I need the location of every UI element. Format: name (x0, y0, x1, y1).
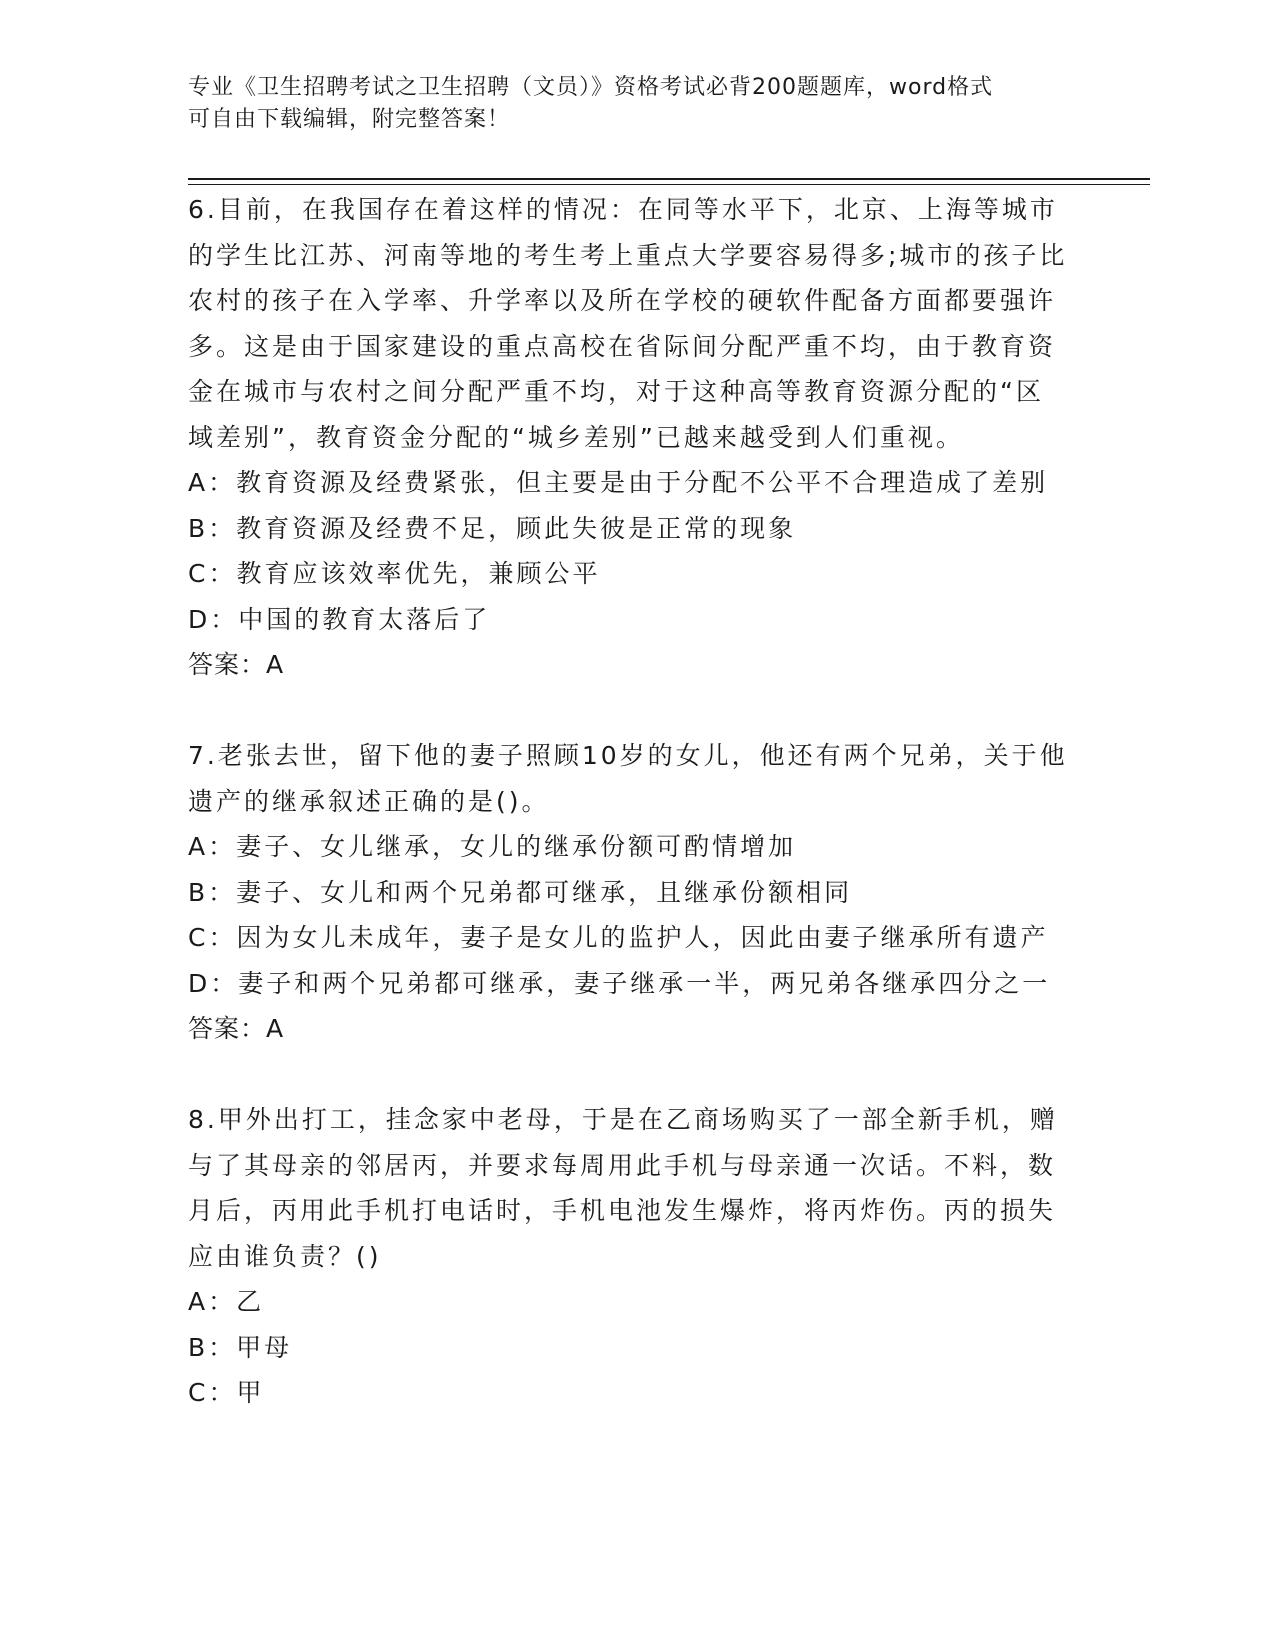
option-d: D：中国的教育太落后了 (188, 604, 491, 634)
question-stem: 8.甲外出打工，挂念家中老母，于是在乙商场购买了一部全新手机，赠与了其母亲的邻居丙，并要求每周用此手机与母亲通一次话。不料，数月后，丙用此手机打电话时，手机电池发生爆炸，将丙炸伤。丙的损失应由谁负责？() (188, 1105, 1058, 1271)
answer-line: 答案：A (188, 1014, 285, 1043)
option-a: A：教育资源及经费紧张，但主要是由于分配不公平不合理造成了差别 (188, 468, 1049, 497)
option-c: C：教育应该效率优先，兼顾公平 (188, 559, 601, 588)
question-stem: 7.老张去世，留下他的妻子照顾10岁的女儿，他还有两个兄弟，关于他遗产的继承叙述正确的是()。 (188, 741, 1068, 816)
header-divider-thin (188, 184, 1150, 185)
answer-line: 答案：A (188, 650, 285, 679)
question-item (188, 1097, 1068, 1416)
option-c: C：甲 (188, 1378, 265, 1407)
document-header (188, 72, 1068, 136)
option-d: D：妻子和两个兄弟都可继承，妻子继承一半，两兄弟各继承四分之一 (188, 968, 1051, 998)
option-b: B：甲母 (188, 1332, 293, 1362)
question-list (188, 187, 1068, 1416)
header-divider-thick (188, 178, 1150, 180)
question-stem: 6.目前，在我国存在着这样的情况：在同等水平下，北京、上海等城市的学生比江苏、河南等地的考生考上重点大学要容易得多;城市的孩子比农村的孩子在入学率、升学率以及所在学校的硬软件配备方面都要强许多。这是由于国家建设的重点高校在省际间分配严重不均，由于教育资金在城市与农村之间分配严重不均，对于这种高等教育资源分配的“区域差别”，教育资金分配的“城乡差别”已越来越受到人们重视。 (188, 195, 1068, 452)
option-a: A：乙 (188, 1287, 265, 1316)
option-c: C：因为女儿未成年，妻子是女儿的监护人，因此由妻子继承所有遗产 (188, 923, 1049, 952)
question-item (188, 187, 1068, 688)
option-b: B：妻子、女儿和两个兄弟都可继承，且继承份额相同 (188, 877, 853, 907)
option-b: B：教育资源及经费不足，顾此失彼是正常的现象 (188, 513, 797, 543)
question-item (188, 733, 1068, 1052)
header-title-line-2: 可自由下载编辑，附完整答案！ (188, 107, 511, 132)
header-title-line-1: 专业《卫生招聘考试之卫生招聘（文员）》资格考试必背200题题库，word格式 (188, 75, 994, 100)
option-a: A：妻子、女儿继承，女儿的继承份额可酌情增加 (188, 832, 797, 861)
